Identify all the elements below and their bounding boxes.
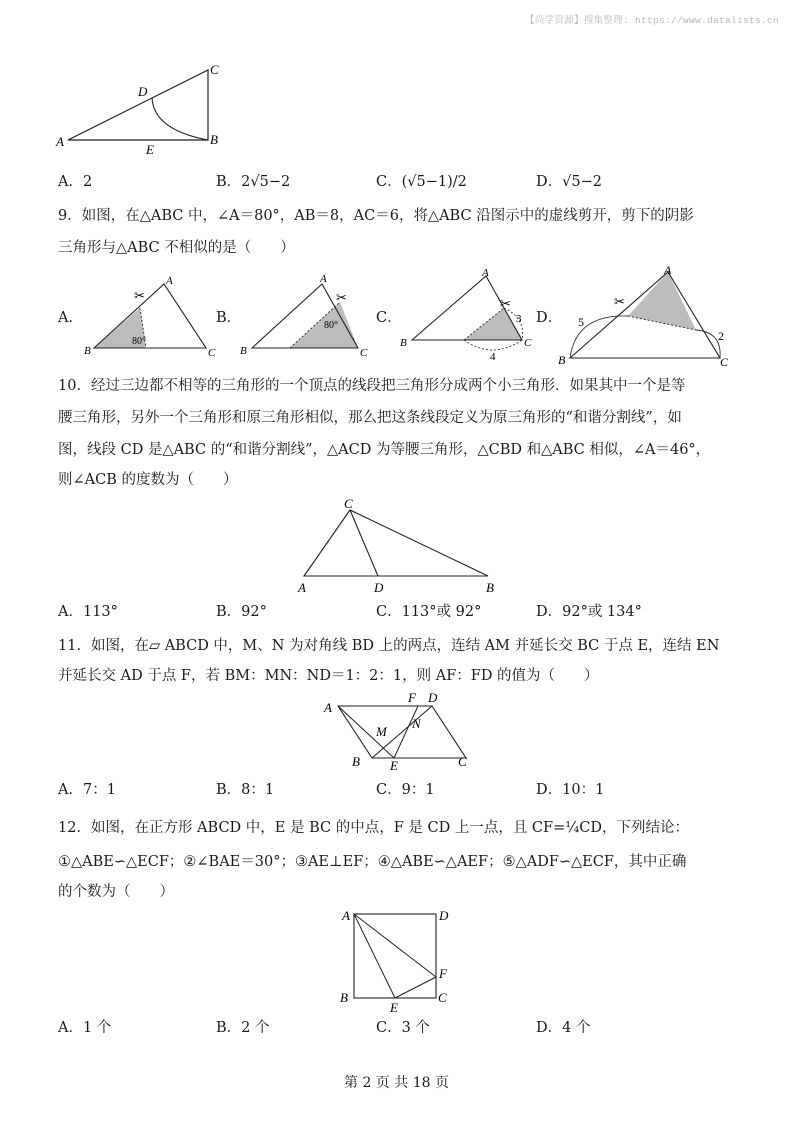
q12-label-e: E: [390, 1000, 398, 1014]
q11-label-m: M: [376, 724, 387, 739]
q12-option-a[interactable]: A．1 个: [58, 1020, 112, 1036]
q8-option-c[interactable]: C．(√5−1)/2: [376, 174, 467, 190]
q11-label-d: D: [428, 690, 438, 705]
q10-stem-line2: 腰三角形，另外一个三角形和原三角形相似，那么把这条线段定义为原三角形的“和谐分割线”，如: [58, 410, 682, 426]
q8-label-d: D: [138, 84, 148, 99]
q12-figure: [338, 904, 458, 1014]
q9b-label-b: B: [240, 345, 247, 357]
q10-option-b[interactable]: B．92°: [216, 604, 267, 620]
q11-figure: [320, 690, 476, 772]
q11-label-c: C: [458, 754, 467, 769]
q8-option-b[interactable]: B．2√5−2: [216, 174, 291, 190]
q10-option-a[interactable]: A．113°: [58, 604, 118, 620]
q9-option-c[interactable]: C．: [376, 310, 402, 326]
q8-label-b: B: [210, 132, 218, 147]
scissors-icon: ✂: [134, 288, 145, 303]
q8-label-e: E: [146, 142, 154, 157]
scissors-icon: ✂: [500, 296, 511, 311]
q12-label-d: D: [439, 908, 449, 923]
q12-label-c: C: [438, 990, 447, 1005]
q8-option-d[interactable]: D．√5−2: [536, 174, 602, 190]
q9c-num-4: 4: [490, 351, 496, 363]
q10-stem-line1: 10．经过三边都不相等的三角形的一个顶点的线段把三角形分成两个小三角形．如果其中一个是等: [58, 378, 686, 394]
q11-label-b: B: [352, 754, 360, 769]
q9c-label-b: B: [400, 337, 407, 349]
page-footer: 第 2 页 共 18 页: [344, 1075, 449, 1091]
q12-stem-line3: 的个数为（ ）: [58, 884, 174, 900]
q9d-label-c: C: [720, 355, 729, 368]
q10-label-d: D: [374, 580, 384, 595]
q9-figure-a: [82, 272, 222, 364]
q9c-num-3: 3: [516, 313, 522, 325]
q9-option-d[interactable]: D．: [536, 310, 563, 326]
q9a-label-a: A: [166, 275, 173, 287]
q9-figure-c: [396, 264, 546, 364]
q11-stem-line2: 并延长交 AD 于点 F，若 BM：MN：ND＝1：2：1，则 AF：FD 的值为（ ）: [58, 668, 599, 684]
q11-option-c[interactable]: C．9：1: [376, 782, 435, 798]
q9-figure-b: [236, 272, 376, 364]
q9-option-b[interactable]: B．: [216, 310, 242, 326]
q10-figure: [292, 496, 508, 596]
q9-option-a[interactable]: A．: [58, 310, 83, 326]
q9b-label-a: A: [320, 273, 327, 285]
q12-label-b: B: [340, 990, 348, 1005]
q12-label-a: A: [342, 908, 350, 923]
q10-option-c[interactable]: C．113°或 92°: [376, 604, 482, 620]
q11-option-d[interactable]: D．10：1: [536, 782, 605, 798]
q10-stem-line3: 图，线段 CD 是△ABC 的“和谐分割线”，△ACD 为等腰三角形，△CBD 和△ABC 相似，∠A＝46°，: [58, 442, 711, 458]
q8-label-a: A: [56, 134, 64, 149]
q9d-label-b: B: [558, 353, 566, 367]
q10-stem-line4: 则∠ACB 的度数为（ ）: [58, 472, 238, 488]
watermark: 【尚学资源】搜集整理: https://www.datalists.cn: [524, 15, 779, 26]
q10-label-c: C: [344, 496, 353, 511]
q12-option-b[interactable]: B．2 个: [216, 1020, 270, 1036]
q11-label-f: F: [408, 690, 416, 705]
q11-option-b[interactable]: B．8：1: [216, 782, 275, 798]
q11-label-e: E: [390, 758, 398, 772]
q8-label-c: C: [210, 62, 219, 77]
q11-stem-line1: 11．如图，在▱ ABCD 中，M、N 为对角线 BD 上的两点，连结 AM 并延长交 BC 于点 E，连结 EN: [58, 638, 720, 654]
q9-stem-line1: 9．如图，在△ABC 中，∠A＝80°，AB＝8，AC＝6，将△ABC 沿图示中的虚线剪开，剪下的阴影: [58, 208, 694, 224]
q9-stem-line2: 三角形与△ABC 不相似的是（ ）: [58, 240, 295, 256]
q9a-angle-label: 80°: [132, 336, 146, 347]
q8-option-a[interactable]: A．2: [58, 174, 93, 190]
q12-stem-line2: ①△ABE∽△ECF；②∠BAE＝30°；③AE⊥EF；④△ABE∽△AEF；⑤△ADF∽△ECF，其中正确: [58, 854, 687, 870]
q12-option-c[interactable]: C．3 个: [376, 1020, 430, 1036]
q9d-num-5: 5: [578, 315, 584, 329]
scissors-icon: ✂: [336, 290, 347, 305]
q10-label-a: A: [298, 580, 306, 595]
q11-label-n: N: [412, 716, 421, 731]
q10-option-d[interactable]: D．92°或 134°: [536, 604, 642, 620]
q10-label-b: B: [486, 580, 494, 595]
q11-option-a[interactable]: A．7：1: [58, 782, 116, 798]
scissors-icon: ✂: [614, 294, 625, 309]
q9c-label-c: C: [524, 337, 532, 349]
q9d-label-a: A: [664, 263, 672, 277]
q9a-label-c: C: [208, 347, 216, 359]
q9c-label-a: A: [482, 267, 489, 279]
q9d-num-2: 2: [718, 329, 724, 343]
q12-option-d[interactable]: D．4 个: [536, 1020, 591, 1036]
q12-label-f: F: [439, 966, 447, 981]
q9b-label-c: C: [360, 347, 368, 359]
q8-figure: [52, 58, 232, 158]
q11-label-a: A: [324, 700, 332, 715]
q9a-label-b: B: [84, 345, 91, 357]
q9-figure-d: [556, 262, 736, 368]
q9b-angle-label: 80°: [324, 320, 338, 331]
q12-stem-line1: 12．如图，在正方形 ABCD 中，E 是 BC 的中点，F 是 CD 上一点，且 CF=¼CD，下列结论：: [58, 820, 690, 836]
